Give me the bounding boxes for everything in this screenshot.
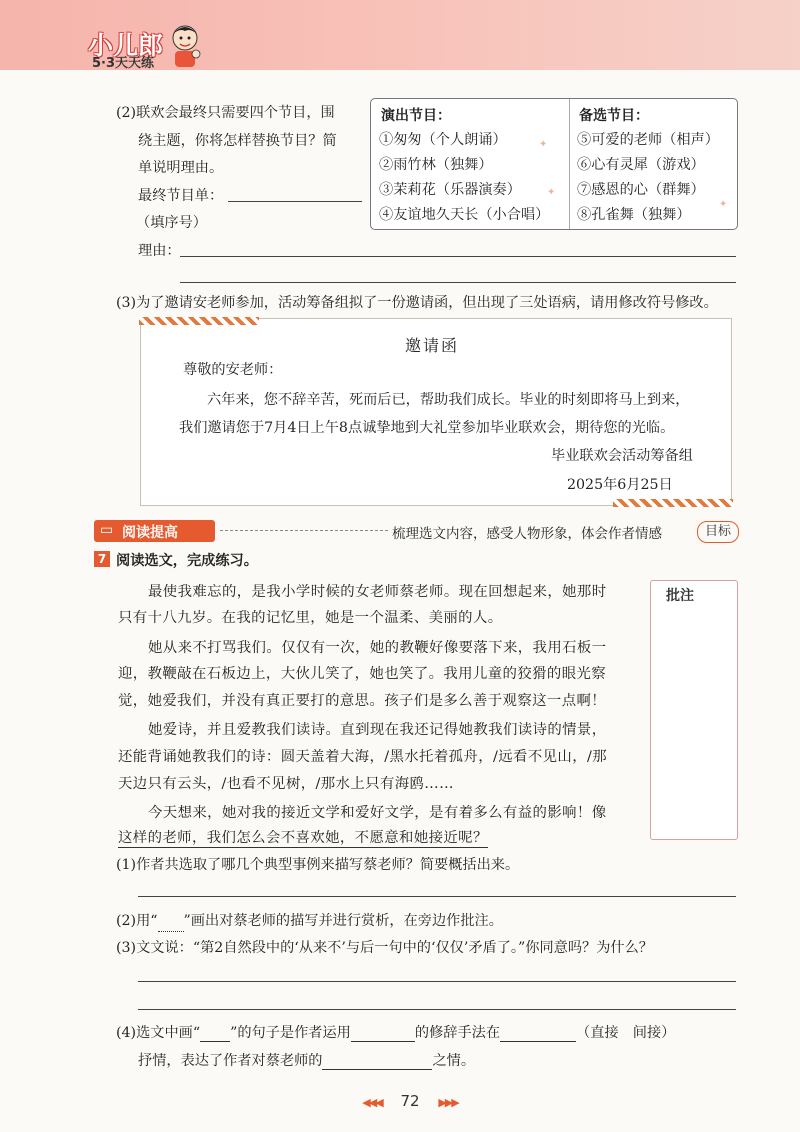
book-icon: ▭ <box>100 522 114 538</box>
right-arrows-icon: ▶▶▶ <box>438 1096 458 1109</box>
section-title: 阅读提高 <box>122 525 178 541</box>
invitation-signature: 毕业联欢会活动筹备组 <box>551 448 693 464</box>
page-number: 72 <box>400 1092 420 1110</box>
passage-line-underlined: 这样的老师，我们怎么会不喜欢她，不愿意和她接近呢？ <box>118 826 488 848</box>
mascot-icon <box>168 22 202 70</box>
q2-line2: 绕主题，你将怎样替换节目？简 <box>138 133 337 149</box>
q2-line1: (2)联欢会最终只需要四个节目，围 <box>116 105 335 121</box>
decor-stripe <box>139 317 259 325</box>
invitation-card <box>140 318 732 506</box>
subq3-answer-line-1[interactable] <box>138 981 736 982</box>
q3-text: (3)为了邀请安老师参加，活动筹备组拟了一份邀请函，但出现了三处语病，请用修改符号修改。 <box>116 295 718 311</box>
invitation-line2: 我们邀请您于7月4日上午8点诚挚地到大礼堂参加毕业联欢会，期待您的光临。 <box>179 420 675 436</box>
passage-line: 还能背诵她教我们的诗：圆天盖着大海，/黑水托着孤舟，/远看不见山，/那 <box>118 749 608 765</box>
final-list-label: 最终节目单： <box>138 188 224 204</box>
subq1: (1)作者共选取了哪几个典型事例来描写蔡老师？简要概括出来。 <box>116 857 520 873</box>
program-box <box>370 98 738 230</box>
question-number: 7 <box>94 551 110 567</box>
subq1-answer-line[interactable] <box>138 896 736 897</box>
goal-text: 梳理选文内容，感受人物形象，体会作者情感 <box>392 526 662 542</box>
subq4-line2: 抒情，表达了作者对蔡老师的 之情。 <box>138 1053 476 1069</box>
passage-line: 最使我难忘的，是我小学时候的女老师蔡老师。现在回想起来，她那时 <box>148 584 607 600</box>
rhetoric-blank[interactable] <box>351 1025 415 1042</box>
passage-line: 今天想来，她对我的接近文学和爱好文学，是有着多么有益的影响！像 <box>148 805 607 821</box>
lyric-blank[interactable] <box>500 1025 576 1042</box>
subq3-answer-line-2[interactable] <box>138 1009 736 1010</box>
perform-item: ④友谊地久天长（小合唱） <box>379 207 550 223</box>
star-icon: ✦ <box>547 187 556 198</box>
star-icon: ✦ <box>719 199 728 210</box>
passage-line: 她从来不打骂我们。仅仅有一次，她的教鞭好像要落下来，我用石板一 <box>148 640 607 656</box>
perform-item: ②雨竹林（独舞） <box>379 157 493 173</box>
perform-title: 演出节目： <box>381 108 451 124</box>
invitation-date: 2025年6月25日 <box>567 477 673 493</box>
annotation-box[interactable] <box>650 580 738 840</box>
question-title: 阅读选文，完成练习。 <box>116 553 258 569</box>
passage-line: 觉，她爱我们，并没有真正要打的意思。孩子们是多么善于观察这一点啊！ <box>118 693 607 709</box>
left-arrows-icon: ◀◀◀ <box>362 1096 382 1109</box>
brand-subtitle: 5·3天天练 <box>92 56 155 71</box>
feeling-blank[interactable] <box>322 1053 432 1070</box>
page-footer <box>350 1092 470 1110</box>
dashed-divider <box>220 530 388 531</box>
invitation-greeting: 尊敬的安老师： <box>183 362 283 378</box>
final-list-answer-line[interactable] <box>228 201 362 202</box>
decor-stripe <box>613 499 733 507</box>
passage-line: 她爱诗，并且爱教我们读诗。直到现在我还记得她教我们读诗的情景， <box>148 722 607 738</box>
program-box-divider <box>569 99 570 229</box>
passage-line: 天边只有云头，/也看不见树，/那水上只有海鸥…… <box>118 776 454 792</box>
reason-answer-line-2[interactable] <box>180 282 736 283</box>
passage-line: 迎，教鞭敲在石板边上，大伙儿笑了，她也笑了。我用儿童的狡猾的眼光察 <box>118 666 607 682</box>
perform-item: ③茉莉花（乐器演奏） <box>379 182 521 198</box>
wavy-mark <box>158 915 184 932</box>
section-header <box>94 520 215 542</box>
invitation-title: 邀请函 <box>405 336 460 355</box>
fill-number-note: （填序号） <box>136 215 207 231</box>
q2-line3: 单说明理由。 <box>138 160 224 176</box>
backup-item: ⑤可爱的老师（相声） <box>577 132 719 148</box>
subq3: (3)文文说：“第2自然段中的‘从来不’与后一句中的‘仅仅’矛盾了。”你同意吗？为什么？ <box>116 940 653 956</box>
backup-item: ⑦感恩的心（群舞） <box>577 182 705 198</box>
backup-item: ⑧孔雀舞（独舞） <box>577 207 691 223</box>
reason-answer-line-1[interactable] <box>180 256 736 257</box>
straight-mark <box>200 1025 230 1042</box>
annotation-title: 批注 <box>666 588 694 604</box>
star-icon: ✦ <box>539 139 548 150</box>
passage-line: 只有十八九岁。在我的记忆里，她是一个温柔、美丽的人。 <box>118 610 503 626</box>
perform-item: ①匆匆（个人朗诵） <box>379 132 507 148</box>
backup-title: 备选节目： <box>579 108 649 124</box>
backup-item: ⑥心有灵犀（游戏） <box>577 157 705 173</box>
goal-tag: 目标 <box>697 521 739 543</box>
reason-label: 理由： <box>138 243 181 259</box>
subq2: (2)用“ ”画出对蔡老师的描写并进行赏析，在旁边作批注。 <box>116 910 503 932</box>
invitation-line1: 六年来，您不辞辛苦，死而后已，帮助我们成长。毕业的时刻即将马上到来， <box>207 392 690 408</box>
subq4-line1: (4)选文中画“ ”的句子是作者运用 的修辞手法在 （直接 间接） <box>116 1025 676 1041</box>
brand-name: 小儿郎 <box>88 31 164 60</box>
